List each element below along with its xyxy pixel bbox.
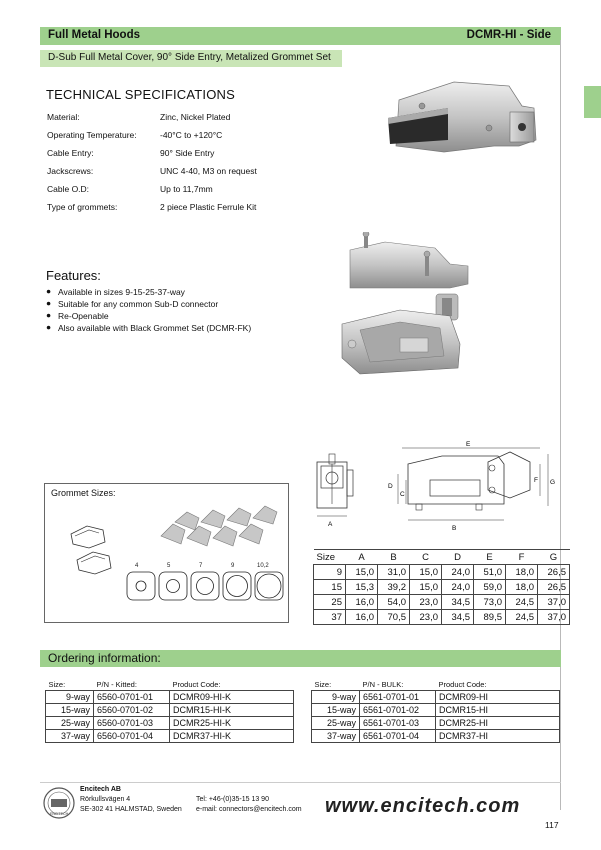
page-number: 117 (545, 820, 559, 830)
footer-address-1: Rörkullsvägen 4 (80, 796, 131, 803)
table-row: 25-way 6560-0701-03 DCMR25-HI-K (46, 717, 294, 730)
tech-spec-heading: TECHNICAL SPECIFICATIONS (46, 87, 235, 102)
bulk-table (311, 678, 560, 743)
grommet-dim: 5 (167, 563, 171, 569)
table-header-row: Size: P/N - BULK: Product Code: (312, 678, 560, 691)
table-header-row: Size: P/N - Kitted: Product Code: (46, 678, 294, 691)
features-heading: Features: (46, 268, 101, 283)
table-row: 15-way 6561-0701-02 DCMR15-HI (312, 704, 560, 717)
header-bar (40, 27, 561, 45)
dim-label-e: E (466, 441, 471, 448)
side-tab (584, 86, 601, 118)
header-title: Full Metal Hoods (48, 29, 140, 41)
header-code: DCMR-HI - Side (466, 29, 551, 41)
grommet-part-drawing (65, 520, 125, 580)
top-view-drawing (380, 440, 558, 532)
table-row: 15 15,3 39,2 15,0 24,0 59,0 18,0 26,5 (314, 580, 570, 595)
dim-label-g: G (550, 479, 556, 486)
table-row: 37 16,0 70,5 23,0 34,5 89,5 24,5 37,0 (314, 610, 570, 625)
table-row: 37-way 6561-0701-04 DCMR37-HI (312, 730, 560, 743)
grommet-sizes-box (44, 483, 289, 623)
dim-label-b: B (452, 525, 457, 532)
dim-label-f: F (534, 477, 538, 484)
ordering-heading: Ordering information: (48, 651, 161, 665)
bullet-icon: ● (46, 298, 52, 308)
dim-label-c: C (400, 491, 405, 498)
table-row: 9-way 6560-0701-01 DCMR09-HI-K (46, 691, 294, 704)
dim-label-d: D (388, 483, 393, 490)
footer-tel: Tel: +46-(0)35-15 13 90 (196, 796, 269, 803)
grommet-dim: 10,2 (257, 563, 269, 569)
table-row: 25 16,0 54,0 23,0 34,5 73,0 24,5 37,0 (314, 595, 570, 610)
dim-label-a: A (328, 521, 333, 528)
table-row: 9 15,0 31,0 15,0 24,0 51,0 18,0 26,5 (314, 565, 570, 580)
table-row: 37-way 6560-0701-04 DCMR37-HI-K (46, 730, 294, 743)
subtitle-bar (40, 50, 342, 67)
table-row: 25-way 6561-0701-03 DCMR25-HI (312, 717, 560, 730)
bullet-icon: ● (46, 322, 52, 332)
grommet-size-diagram (123, 560, 288, 616)
grommet-heading: Grommet Sizes: (51, 488, 116, 498)
grommet-dim: 9 (231, 563, 235, 569)
company-logo (42, 786, 76, 820)
footer-email[interactable]: e-mail: connectors@encitech.com (196, 806, 302, 813)
footer-divider (40, 782, 561, 783)
subtitle: D-Sub Full Metal Cover, 90° Side Entry, Metalized Grommet Set (48, 52, 331, 63)
footer-company: Encitech AB (80, 786, 121, 793)
right-rule (560, 40, 561, 810)
hood-assembled-image (384, 78, 544, 160)
footer-website[interactable]: www.encitech.com (325, 795, 521, 817)
table-row: 15-way 6560-0701-02 DCMR15-HI-K (46, 704, 294, 717)
footer-address-2: SE-302 41 HALMSTAD, Sweden (80, 806, 182, 813)
kitted-table (45, 678, 294, 743)
dimension-table (313, 549, 570, 625)
hood-exploded-image (340, 232, 480, 382)
ordering-bar (40, 650, 561, 667)
bullet-icon: ● (46, 286, 52, 296)
table-header-row: Size A B C D E F G (314, 550, 570, 565)
grommet-dim: 7 (199, 563, 203, 569)
grommet-dim: 4 (135, 563, 139, 569)
table-row: 9-way 6561-0701-01 DCMR09-HI (312, 691, 560, 704)
side-view-drawing (313, 444, 363, 530)
bullet-icon: ● (46, 310, 52, 320)
svg-text:ENCITECH: ENCITECH (49, 812, 69, 816)
grommet-photo (157, 500, 287, 552)
